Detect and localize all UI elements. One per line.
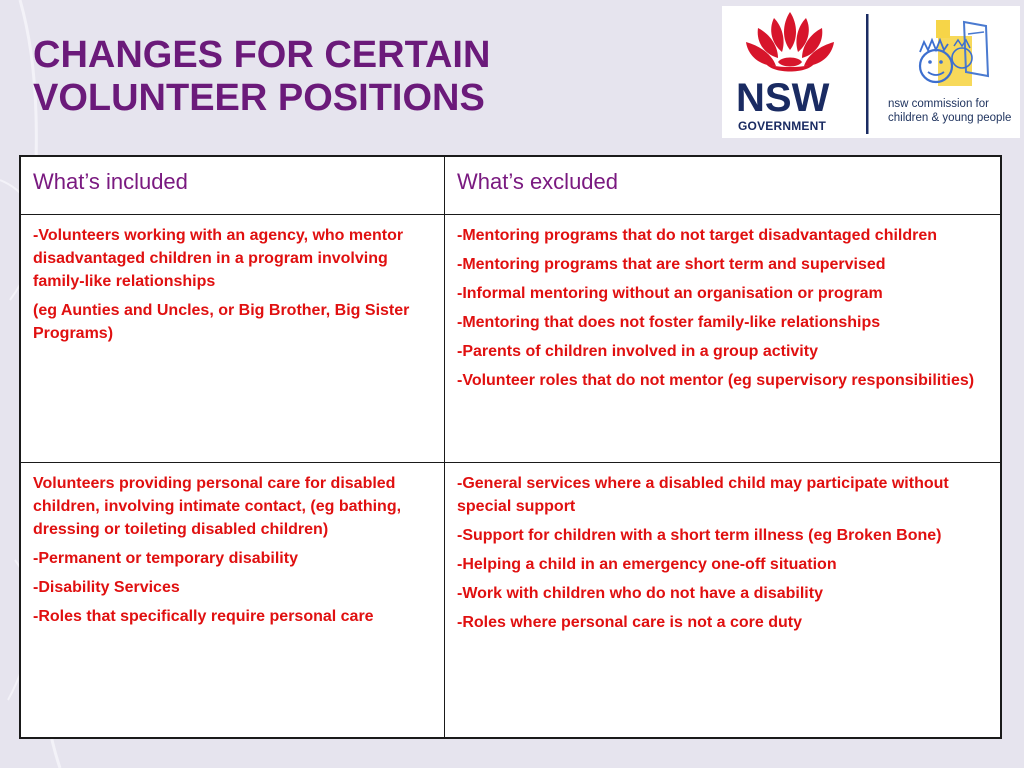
list-item: -Mentoring that does not foster family-like relationships bbox=[457, 313, 881, 331]
volunteer-positions-table bbox=[19, 155, 1002, 739]
list-item: (eg Aunties and Uncles, or Big Brother, Big Sister Programs) bbox=[33, 301, 410, 342]
logo-panel bbox=[722, 6, 1020, 138]
list-item: -Roles where personal care is not a core duty bbox=[457, 613, 802, 631]
table-header-row bbox=[20, 156, 1001, 214]
list-item: -Informal mentoring without an organisation or program bbox=[457, 284, 883, 302]
commission-logo-line-1: nsw commission for bbox=[888, 98, 989, 110]
list-item: -General services where a disabled child may participate without special support bbox=[457, 474, 949, 515]
slide-title bbox=[33, 34, 490, 120]
list-item: -Volunteer roles that do not mentor (eg supervisory responsibilities) bbox=[457, 371, 975, 389]
list-item: -Disability Services bbox=[33, 578, 180, 596]
list-item: -Work with children who do not have a disability bbox=[457, 584, 823, 602]
nsw-logo-subtitle: GOVERNMENT bbox=[738, 119, 827, 133]
included-cell bbox=[20, 462, 445, 738]
list-item: -Support for children with a short term illness (eg Broken Bone) bbox=[457, 526, 942, 544]
excluded-cell bbox=[445, 214, 1002, 462]
slide-title-line-1: CHANGES FOR CERTAIN bbox=[33, 34, 491, 76]
list-item: -Helping a child in an emergency one-off situation bbox=[457, 555, 837, 573]
children-faces-icon bbox=[920, 20, 988, 86]
list-item: -Roles that specifically require personal care bbox=[33, 607, 374, 625]
logo-divider bbox=[866, 14, 869, 134]
table-row bbox=[20, 462, 1001, 738]
list-item: -Parents of children involved in a group activity bbox=[457, 342, 818, 360]
list-item: -Permanent or temporary disability bbox=[33, 549, 298, 567]
nsw-logo-word: NSW bbox=[736, 76, 830, 120]
list-item: -Volunteers working with an agency, who mentor disadvantaged children in a program involving family-like relationships bbox=[33, 226, 404, 290]
header-excluded: What’s excluded bbox=[445, 156, 1002, 214]
excluded-cell bbox=[445, 462, 1002, 738]
commission-logo-line-2: children & young people bbox=[888, 112, 1012, 124]
commission-logo-text bbox=[888, 97, 1011, 125]
list-item: -Mentoring programs that do not target disadvantaged children bbox=[457, 226, 938, 244]
waratah-icon bbox=[746, 12, 834, 72]
slide-title-line-2: VOLUNTEER POSITIONS bbox=[33, 77, 485, 119]
list-item: -Mentoring programs that are short term and supervised bbox=[457, 255, 886, 273]
table-row bbox=[20, 214, 1001, 462]
list-item: Volunteers providing personal care for disabled children, involving intimate contact, (eg bathing, dressing or toileting disabled children) bbox=[33, 474, 402, 538]
included-cell bbox=[20, 214, 445, 462]
header-included: What’s included bbox=[20, 156, 445, 214]
